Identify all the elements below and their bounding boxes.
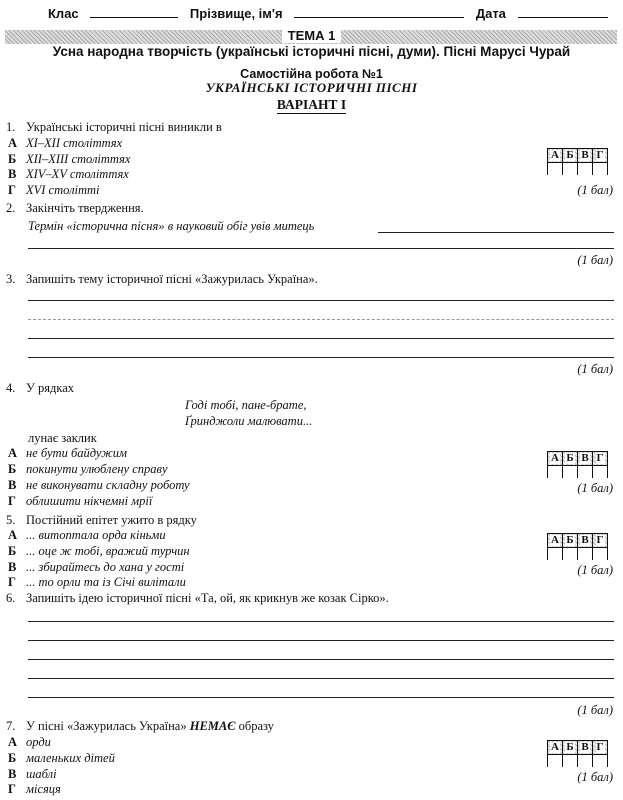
q3-answer-line-4[interactable] <box>28 357 614 358</box>
q4-after-text: лунає заклик <box>28 431 97 445</box>
question-2: 2. Закінчіть твердження. <box>6 201 144 215</box>
q2-answer-line-1[interactable] <box>378 232 614 233</box>
answer-cell-d: Г <box>592 533 608 548</box>
q3-answer-line-3[interactable] <box>28 338 614 339</box>
class-field[interactable] <box>90 6 178 18</box>
q6-points: (1 бал) <box>577 703 613 717</box>
answer-cell-b: Б <box>562 533 578 548</box>
q1-option-c[interactable]: В XIV–XV століттях <box>8 167 129 181</box>
answer-cell-a: А <box>547 451 563 466</box>
answer-cell-b: Б <box>562 740 578 755</box>
q4-verse-line-2: Ґринджоли малювати... <box>185 414 313 428</box>
answer-cell-c: В <box>577 740 593 755</box>
q7-answer-boxes[interactable] <box>548 755 608 767</box>
q6-answer-line-1[interactable] <box>28 621 614 622</box>
q3-answer-line-2[interactable] <box>28 319 614 320</box>
q5-points: (1 бал) <box>577 563 613 577</box>
class-label: Клас <box>48 6 79 21</box>
q5-option-c[interactable]: В ... збирайтесь до хана у гості <box>8 560 185 574</box>
question-1: 1. Українські історичні пісні виникли в <box>6 120 222 134</box>
q3-points: (1 бал) <box>577 362 613 376</box>
q4-answer-grid <box>548 451 608 466</box>
q7-option-b[interactable]: Б маленьких дітей <box>8 751 115 765</box>
date-label: Дата <box>475 6 506 21</box>
q5-option-b[interactable]: Б ... оце ж тобі, вражий турчин <box>8 544 190 558</box>
question-7: 7. У пісні «Зажурилась Україна» НЕМАЄ образу <box>6 719 274 733</box>
date-field[interactable] <box>518 6 608 18</box>
q5-option-a[interactable]: А ... витоптала орда кіньми <box>8 528 166 542</box>
q5-answer-boxes[interactable] <box>548 548 608 560</box>
q6-answer-line-3[interactable] <box>28 659 614 660</box>
q7-option-c[interactable]: В шаблі <box>8 767 57 781</box>
variant-title: ВАРІАНТ І <box>276 97 347 112</box>
q4-option-d[interactable]: Г облишити нікчемні мрії <box>8 494 153 508</box>
question-4: 4. У рядках <box>6 381 75 395</box>
question-5: 5. Постійний епітет ужито в рядку <box>6 513 197 527</box>
answer-cell-a: А <box>547 148 563 163</box>
name-label: Прізвище, ім'я <box>189 6 283 21</box>
tema-title: ТЕМА 1 <box>0 28 623 43</box>
q4-answer-boxes[interactable] <box>548 466 608 478</box>
q1-option-b[interactable]: Б XII–XIII століттях <box>8 152 131 166</box>
q7-answer-grid <box>548 740 608 755</box>
answer-cell-d: Г <box>592 451 608 466</box>
q6-answer-line-5[interactable] <box>28 697 614 698</box>
q1-answer-grid <box>548 148 608 163</box>
student-header <box>48 6 588 21</box>
answer-cell-a: А <box>547 740 563 755</box>
answer-cell-d: Г <box>592 148 608 163</box>
answer-cell-c: В <box>577 148 593 163</box>
section-topic: УКРАЇНСЬКІ ІСТОРИЧНІ ПІСНІ <box>205 80 418 95</box>
q6-answer-line-4[interactable] <box>28 678 614 679</box>
answer-cell-c: В <box>577 451 593 466</box>
q4-verse-line-1: Годі тобі, пане-брате, <box>185 398 307 412</box>
name-field[interactable] <box>294 6 464 18</box>
work-title: Самостійна робота №1 <box>240 67 383 81</box>
answer-cell-b: Б <box>562 148 578 163</box>
question-3: 3. Запишіть тему історичної пісні «Зажурилась Україна». <box>6 272 318 286</box>
q2-answer-line-2[interactable] <box>28 248 614 249</box>
q4-option-c[interactable]: В не виконувати складну роботу <box>8 478 190 492</box>
q3-answer-line-1[interactable] <box>28 300 614 301</box>
q1-answer-boxes[interactable] <box>548 163 608 175</box>
q1-points: (1 бал) <box>577 183 613 197</box>
q4-points: (1 бал) <box>577 481 613 495</box>
q5-answer-grid <box>548 533 608 548</box>
q1-option-d[interactable]: Г XVI столітті <box>8 183 100 197</box>
q4-option-a[interactable]: А не бути байдужим <box>8 446 127 460</box>
q7-option-d[interactable]: Г місяця <box>8 782 61 796</box>
answer-cell-b: Б <box>562 451 578 466</box>
q2-points: (1 бал) <box>577 253 613 267</box>
q7-option-a[interactable]: А орди <box>8 735 51 749</box>
topic-subtitle: Усна народна творчість (українські історичні пісні, думи). Пісні Марусі Чурай <box>52 44 571 59</box>
answer-cell-c: В <box>577 533 593 548</box>
q6-answer-line-2[interactable] <box>28 640 614 641</box>
answer-cell-d: Г <box>592 740 608 755</box>
q4-option-b[interactable]: Б покинути улюблену справу <box>8 462 168 476</box>
question-6: 6. Запишіть ідею історичної пісні «Та, ой, як крикнув же козак Сірко». <box>6 591 389 605</box>
q7-points: (1 бал) <box>577 770 613 784</box>
q2-prompt: Термін «історична пісня» в науковий обіг увів митець <box>28 219 315 233</box>
q1-option-a[interactable]: А XI–XII століттях <box>8 136 123 150</box>
q5-option-d[interactable]: Г ... то орли та із Січі вилітали <box>8 575 186 589</box>
q7-emphasis: НЕМАЄ <box>189 719 236 733</box>
answer-cell-a: А <box>547 533 563 548</box>
